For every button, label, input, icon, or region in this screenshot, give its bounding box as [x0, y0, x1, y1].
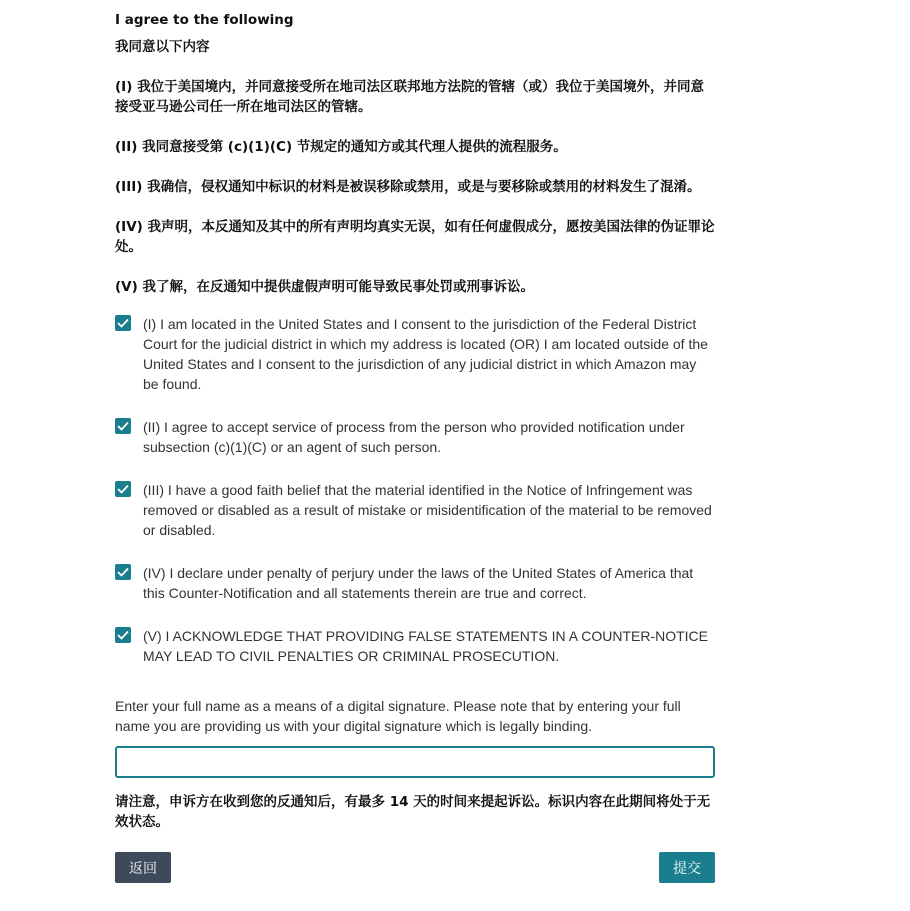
- agreement-label-1: (I) I am located in the United States and I consent to the jurisdiction of the Federal District Court for the judicial district in which my address is located (OR) I am located outside of the United States and I consent to the jurisdiction of any judicial district in which Amazon may be found.: [143, 316, 708, 392]
- agreement-item-1: [115, 314, 715, 394]
- heading-en: I agree to the following: [115, 12, 294, 28]
- check-icon: [117, 421, 129, 431]
- check-icon: [117, 318, 129, 328]
- zh-clause-1: (I) 我位于美国境内，并同意接受所在地司法区联邦地方法院的管辖（或）我位于美国境外，并同意接受亚马逊公司任一所在地司法区的管辖。: [115, 79, 705, 115]
- agreement-label-2: (II) I agree to accept service of process from the person who provided notification under subsection (c)(1)(C) or an agent of such person.: [143, 419, 685, 455]
- agreement-label-5: (V) I ACKNOWLEDGE THAT PROVIDING FALSE STATEMENTS IN A COUNTER-NOTICE MAY LEAD TO CIVIL PENALTIES OR CRIMINAL PROSECUTION.: [143, 628, 709, 664]
- agreement-checkbox-1[interactable]: [115, 315, 131, 331]
- agreement-label-4: (IV) I declare under penalty of perjury under the laws of the United States of America that this Counter-Notification and all statements therein are true and correct.: [143, 565, 694, 601]
- notice-text: 请注意，申诉方在收到您的反通知后，有最多 14 天的时间来提起诉讼。标识内容在此期间将处于无效状态。: [115, 794, 711, 830]
- action-bar: [115, 852, 715, 883]
- agreement-checkbox-list: [115, 314, 715, 666]
- signature-label: Enter your full name as a means of a digital signature. Please note that by entering your full name you are providing us with your digital signature which is legally binding.: [115, 698, 681, 734]
- counter-notice-form: [115, 10, 715, 883]
- agreement-item-2: [115, 417, 715, 457]
- zh-clause-2: (II) 我同意接受第 (c)(1)(C) 节规定的通知方或其代理人提供的流程服务。: [115, 139, 567, 155]
- agreement-label-3: (III) I have a good faith belief that the material identified in the Notice of Infringement was removed or disabled as a result of mistake or misidentification of the material to be removed or disabled.: [143, 482, 712, 538]
- agreement-item-5: [115, 626, 715, 666]
- zh-clause-5: (V) 我了解，在反通知中提供虚假声明可能导致民事处罚或刑事诉讼。: [115, 279, 534, 295]
- agreement-item-3: [115, 480, 715, 540]
- agreement-checkbox-2[interactable]: [115, 418, 131, 434]
- check-icon: [117, 567, 129, 577]
- zh-clause-3: (III) 我确信，侵权通知中标识的材料是被误移除或禁用，或是与要移除或禁用的材料发生了混淆。: [115, 179, 701, 195]
- agreement-checkbox-4[interactable]: [115, 564, 131, 580]
- agreement-checkbox-5[interactable]: [115, 627, 131, 643]
- heading-zh: 我同意以下内容: [115, 39, 210, 55]
- zh-clause-4: (IV) 我声明，本反通知及其中的所有声明均真实无误，如有任何虚假成分，愿按美国法律的伪证罪论处。: [115, 219, 715, 255]
- back-button[interactable]: 返回: [115, 852, 171, 883]
- agreement-item-4: [115, 563, 715, 603]
- signature-input[interactable]: [115, 746, 715, 778]
- agreement-checkbox-3[interactable]: [115, 481, 131, 497]
- check-icon: [117, 630, 129, 640]
- check-icon: [117, 484, 129, 494]
- submit-button[interactable]: 提交: [659, 852, 715, 883]
